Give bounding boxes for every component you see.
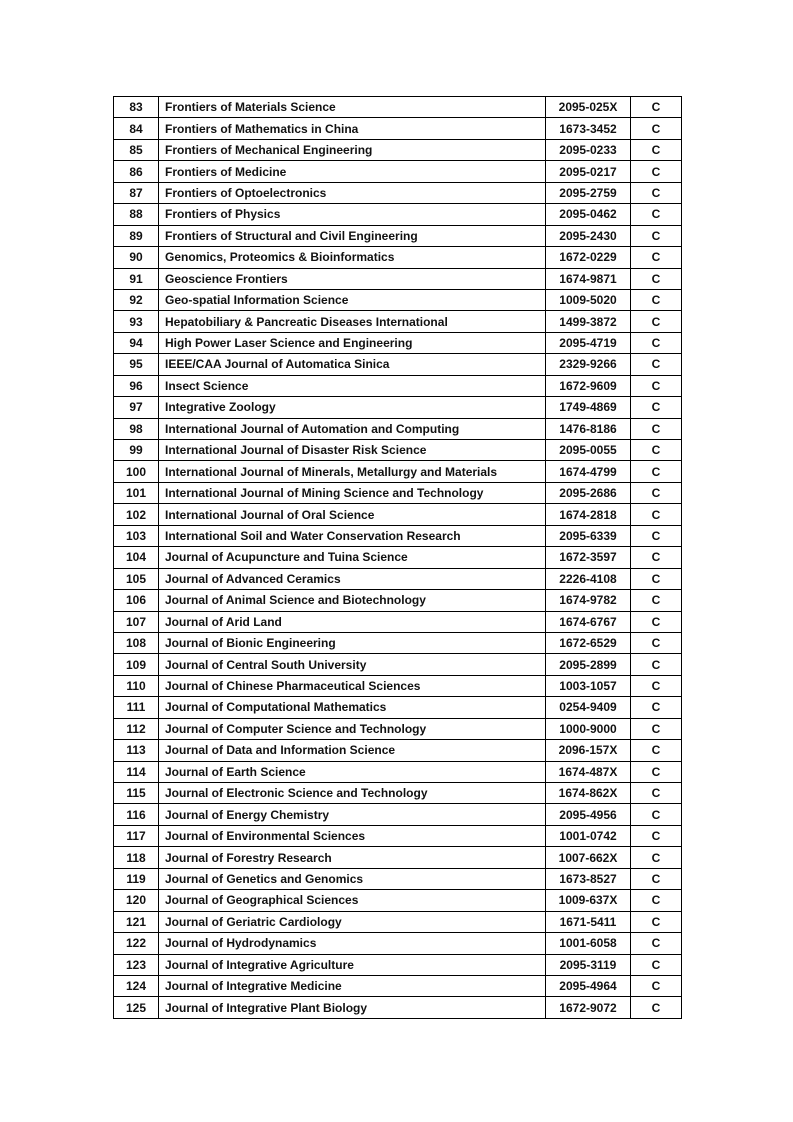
- journal-table: [113, 96, 682, 1019]
- row-number-cell: 116: [114, 804, 159, 825]
- grade-cell: C: [631, 139, 682, 160]
- row-number-cell: 113: [114, 740, 159, 761]
- journal-title-cell: Journal of Computational Mathematics: [159, 697, 546, 718]
- grade-cell: C: [631, 332, 682, 353]
- journal-title-cell: Journal of Advanced Ceramics: [159, 568, 546, 589]
- journal-title-cell: Frontiers of Physics: [159, 204, 546, 225]
- journal-title-cell: Journal of Acupuncture and Tuina Science: [159, 547, 546, 568]
- issn-cell: 2095-0233: [546, 139, 631, 160]
- journal-title-cell: Journal of Bionic Engineering: [159, 632, 546, 653]
- issn-cell: 1001-6058: [546, 933, 631, 954]
- table-row: [114, 804, 682, 825]
- journal-title-cell: Frontiers of Mechanical Engineering: [159, 139, 546, 160]
- issn-cell: 1673-8527: [546, 868, 631, 889]
- row-number-cell: 85: [114, 139, 159, 160]
- issn-cell: 1671-5411: [546, 911, 631, 932]
- table-row: [114, 504, 682, 525]
- table-row: [114, 954, 682, 975]
- grade-cell: C: [631, 868, 682, 889]
- issn-cell: 1499-3872: [546, 311, 631, 332]
- grade-cell: C: [631, 740, 682, 761]
- row-number-cell: 84: [114, 118, 159, 139]
- table-row: [114, 375, 682, 396]
- issn-cell: 1672-9072: [546, 997, 631, 1018]
- row-number-cell: 87: [114, 182, 159, 203]
- journal-title-cell: Geo-spatial Information Science: [159, 289, 546, 310]
- journal-title-cell: Journal of Environmental Sciences: [159, 825, 546, 846]
- table-row: [114, 332, 682, 353]
- journal-title-cell: Journal of Chinese Pharmaceutical Sciences: [159, 675, 546, 696]
- issn-cell: 2095-0462: [546, 204, 631, 225]
- grade-cell: C: [631, 590, 682, 611]
- issn-cell: 1672-9609: [546, 375, 631, 396]
- row-number-cell: 99: [114, 440, 159, 461]
- grade-cell: C: [631, 997, 682, 1018]
- journal-title-cell: Journal of Geographical Sciences: [159, 890, 546, 911]
- issn-cell: 2095-2759: [546, 182, 631, 203]
- row-number-cell: 105: [114, 568, 159, 589]
- table-row: [114, 247, 682, 268]
- journal-title-cell: Journal of Forestry Research: [159, 847, 546, 868]
- row-number-cell: 110: [114, 675, 159, 696]
- table-row: [114, 890, 682, 911]
- row-number-cell: 101: [114, 482, 159, 503]
- row-number-cell: 94: [114, 332, 159, 353]
- issn-cell: 2096-157X: [546, 740, 631, 761]
- table-row: [114, 418, 682, 439]
- grade-cell: C: [631, 268, 682, 289]
- issn-cell: 2095-0217: [546, 161, 631, 182]
- issn-cell: 1672-6529: [546, 632, 631, 653]
- journal-title-cell: Frontiers of Medicine: [159, 161, 546, 182]
- row-number-cell: 103: [114, 525, 159, 546]
- journal-title-cell: International Soil and Water Conservation Research: [159, 525, 546, 546]
- table-row: [114, 204, 682, 225]
- table-row: [114, 740, 682, 761]
- grade-cell: C: [631, 97, 682, 118]
- grade-cell: C: [631, 890, 682, 911]
- issn-cell: 2095-4719: [546, 332, 631, 353]
- grade-cell: C: [631, 632, 682, 653]
- journal-title-cell: Journal of Computer Science and Technology: [159, 718, 546, 739]
- table-row: [114, 997, 682, 1018]
- table-row: [114, 590, 682, 611]
- journal-title-cell: Frontiers of Mathematics in China: [159, 118, 546, 139]
- grade-cell: C: [631, 547, 682, 568]
- journal-title-cell: Journal of Arid Land: [159, 611, 546, 632]
- issn-cell: 1749-4869: [546, 397, 631, 418]
- journal-title-cell: Frontiers of Structural and Civil Engineering: [159, 225, 546, 246]
- table-row: [114, 225, 682, 246]
- row-number-cell: 109: [114, 654, 159, 675]
- table-row: [114, 697, 682, 718]
- grade-cell: C: [631, 225, 682, 246]
- row-number-cell: 97: [114, 397, 159, 418]
- grade-cell: C: [631, 568, 682, 589]
- journal-title-cell: International Journal of Disaster Risk Science: [159, 440, 546, 461]
- issn-cell: 2095-2899: [546, 654, 631, 675]
- issn-cell: 1674-487X: [546, 761, 631, 782]
- grade-cell: C: [631, 718, 682, 739]
- issn-cell: 1674-9871: [546, 268, 631, 289]
- row-number-cell: 117: [114, 825, 159, 846]
- table-row: [114, 568, 682, 589]
- table-row: [114, 161, 682, 182]
- issn-cell: 2095-025X: [546, 97, 631, 118]
- journal-table-body: [114, 97, 682, 1019]
- table-row: [114, 268, 682, 289]
- issn-cell: 1009-5020: [546, 289, 631, 310]
- journal-title-cell: Frontiers of Materials Science: [159, 97, 546, 118]
- grade-cell: C: [631, 289, 682, 310]
- table-row: [114, 847, 682, 868]
- journal-title-cell: Journal of Energy Chemistry: [159, 804, 546, 825]
- journal-title-cell: Journal of Electronic Science and Technology: [159, 783, 546, 804]
- row-number-cell: 120: [114, 890, 159, 911]
- table-row: [114, 675, 682, 696]
- row-number-cell: 88: [114, 204, 159, 225]
- grade-cell: C: [631, 847, 682, 868]
- issn-cell: 1674-2818: [546, 504, 631, 525]
- grade-cell: C: [631, 654, 682, 675]
- table-row: [114, 632, 682, 653]
- row-number-cell: 124: [114, 975, 159, 996]
- journal-title-cell: Hepatobiliary & Pancreatic Diseases International: [159, 311, 546, 332]
- table-row: [114, 718, 682, 739]
- grade-cell: C: [631, 118, 682, 139]
- table-row: [114, 783, 682, 804]
- row-number-cell: 121: [114, 911, 159, 932]
- row-number-cell: 102: [114, 504, 159, 525]
- row-number-cell: 112: [114, 718, 159, 739]
- issn-cell: 1001-0742: [546, 825, 631, 846]
- journal-title-cell: Journal of Data and Information Science: [159, 740, 546, 761]
- row-number-cell: 104: [114, 547, 159, 568]
- grade-cell: C: [631, 461, 682, 482]
- grade-cell: C: [631, 697, 682, 718]
- journal-title-cell: Journal of Integrative Agriculture: [159, 954, 546, 975]
- row-number-cell: 100: [114, 461, 159, 482]
- row-number-cell: 108: [114, 632, 159, 653]
- table-row: [114, 118, 682, 139]
- table-row: [114, 611, 682, 632]
- issn-cell: 1673-3452: [546, 118, 631, 139]
- grade-cell: C: [631, 161, 682, 182]
- grade-cell: C: [631, 440, 682, 461]
- journal-title-cell: Journal of Genetics and Genomics: [159, 868, 546, 889]
- grade-cell: C: [631, 418, 682, 439]
- row-number-cell: 83: [114, 97, 159, 118]
- table-row: [114, 139, 682, 160]
- issn-cell: 2095-4964: [546, 975, 631, 996]
- table-row: [114, 868, 682, 889]
- table-row: [114, 654, 682, 675]
- row-number-cell: 93: [114, 311, 159, 332]
- document-page: [113, 96, 681, 1019]
- issn-cell: 1476-8186: [546, 418, 631, 439]
- grade-cell: C: [631, 825, 682, 846]
- issn-cell: 2095-0055: [546, 440, 631, 461]
- journal-title-cell: Journal of Geriatric Cardiology: [159, 911, 546, 932]
- grade-cell: C: [631, 975, 682, 996]
- table-row: [114, 440, 682, 461]
- table-row: [114, 933, 682, 954]
- journal-title-cell: Insect Science: [159, 375, 546, 396]
- grade-cell: C: [631, 482, 682, 503]
- journal-title-cell: Geoscience Frontiers: [159, 268, 546, 289]
- row-number-cell: 86: [114, 161, 159, 182]
- grade-cell: C: [631, 375, 682, 396]
- journal-title-cell: High Power Laser Science and Engineering: [159, 332, 546, 353]
- table-row: [114, 761, 682, 782]
- journal-title-cell: International Journal of Automation and Computing: [159, 418, 546, 439]
- grade-cell: C: [631, 247, 682, 268]
- issn-cell: 1674-4799: [546, 461, 631, 482]
- row-number-cell: 107: [114, 611, 159, 632]
- issn-cell: 2095-2686: [546, 482, 631, 503]
- issn-cell: 2329-9266: [546, 354, 631, 375]
- table-row: [114, 182, 682, 203]
- row-number-cell: 123: [114, 954, 159, 975]
- row-number-cell: 119: [114, 868, 159, 889]
- table-row: [114, 289, 682, 310]
- table-row: [114, 525, 682, 546]
- grade-cell: C: [631, 182, 682, 203]
- grade-cell: C: [631, 911, 682, 932]
- table-row: [114, 397, 682, 418]
- issn-cell: 2095-2430: [546, 225, 631, 246]
- grade-cell: C: [631, 204, 682, 225]
- row-number-cell: 114: [114, 761, 159, 782]
- table-row: [114, 825, 682, 846]
- grade-cell: C: [631, 397, 682, 418]
- journal-title-cell: Journal of Animal Science and Biotechnology: [159, 590, 546, 611]
- grade-cell: C: [631, 504, 682, 525]
- journal-title-cell: Integrative Zoology: [159, 397, 546, 418]
- grade-cell: C: [631, 804, 682, 825]
- grade-cell: C: [631, 354, 682, 375]
- journal-title-cell: Journal of Earth Science: [159, 761, 546, 782]
- grade-cell: C: [631, 933, 682, 954]
- issn-cell: 1672-0229: [546, 247, 631, 268]
- row-number-cell: 95: [114, 354, 159, 375]
- grade-cell: C: [631, 611, 682, 632]
- grade-cell: C: [631, 783, 682, 804]
- issn-cell: 2226-4108: [546, 568, 631, 589]
- issn-cell: 2095-6339: [546, 525, 631, 546]
- table-row: [114, 975, 682, 996]
- row-number-cell: 98: [114, 418, 159, 439]
- table-row: [114, 482, 682, 503]
- row-number-cell: 125: [114, 997, 159, 1018]
- journal-title-cell: IEEE/CAA Journal of Automatica Sinica: [159, 354, 546, 375]
- issn-cell: 1007-662X: [546, 847, 631, 868]
- journal-title-cell: Frontiers of Optoelectronics: [159, 182, 546, 203]
- grade-cell: C: [631, 675, 682, 696]
- table-row: [114, 547, 682, 568]
- journal-title-cell: Genomics, Proteomics & Bioinformatics: [159, 247, 546, 268]
- row-number-cell: 122: [114, 933, 159, 954]
- row-number-cell: 91: [114, 268, 159, 289]
- table-row: [114, 461, 682, 482]
- journal-title-cell: International Journal of Minerals, Metallurgy and Materials: [159, 461, 546, 482]
- table-row: [114, 911, 682, 932]
- grade-cell: C: [631, 525, 682, 546]
- issn-cell: 0254-9409: [546, 697, 631, 718]
- journal-title-cell: International Journal of Oral Science: [159, 504, 546, 525]
- row-number-cell: 92: [114, 289, 159, 310]
- table-row: [114, 354, 682, 375]
- issn-cell: 1672-3597: [546, 547, 631, 568]
- issn-cell: 1009-637X: [546, 890, 631, 911]
- issn-cell: 1000-9000: [546, 718, 631, 739]
- issn-cell: 2095-3119: [546, 954, 631, 975]
- journal-title-cell: Journal of Integrative Plant Biology: [159, 997, 546, 1018]
- table-row: [114, 311, 682, 332]
- row-number-cell: 106: [114, 590, 159, 611]
- journal-title-cell: Journal of Hydrodynamics: [159, 933, 546, 954]
- grade-cell: C: [631, 954, 682, 975]
- row-number-cell: 111: [114, 697, 159, 718]
- row-number-cell: 118: [114, 847, 159, 868]
- row-number-cell: 90: [114, 247, 159, 268]
- issn-cell: 1674-9782: [546, 590, 631, 611]
- issn-cell: 2095-4956: [546, 804, 631, 825]
- journal-title-cell: Journal of Central South University: [159, 654, 546, 675]
- issn-cell: 1674-6767: [546, 611, 631, 632]
- table-row: [114, 97, 682, 118]
- journal-title-cell: Journal of Integrative Medicine: [159, 975, 546, 996]
- grade-cell: C: [631, 311, 682, 332]
- journal-title-cell: International Journal of Mining Science and Technology: [159, 482, 546, 503]
- row-number-cell: 89: [114, 225, 159, 246]
- row-number-cell: 96: [114, 375, 159, 396]
- row-number-cell: 115: [114, 783, 159, 804]
- issn-cell: 1674-862X: [546, 783, 631, 804]
- issn-cell: 1003-1057: [546, 675, 631, 696]
- grade-cell: C: [631, 761, 682, 782]
